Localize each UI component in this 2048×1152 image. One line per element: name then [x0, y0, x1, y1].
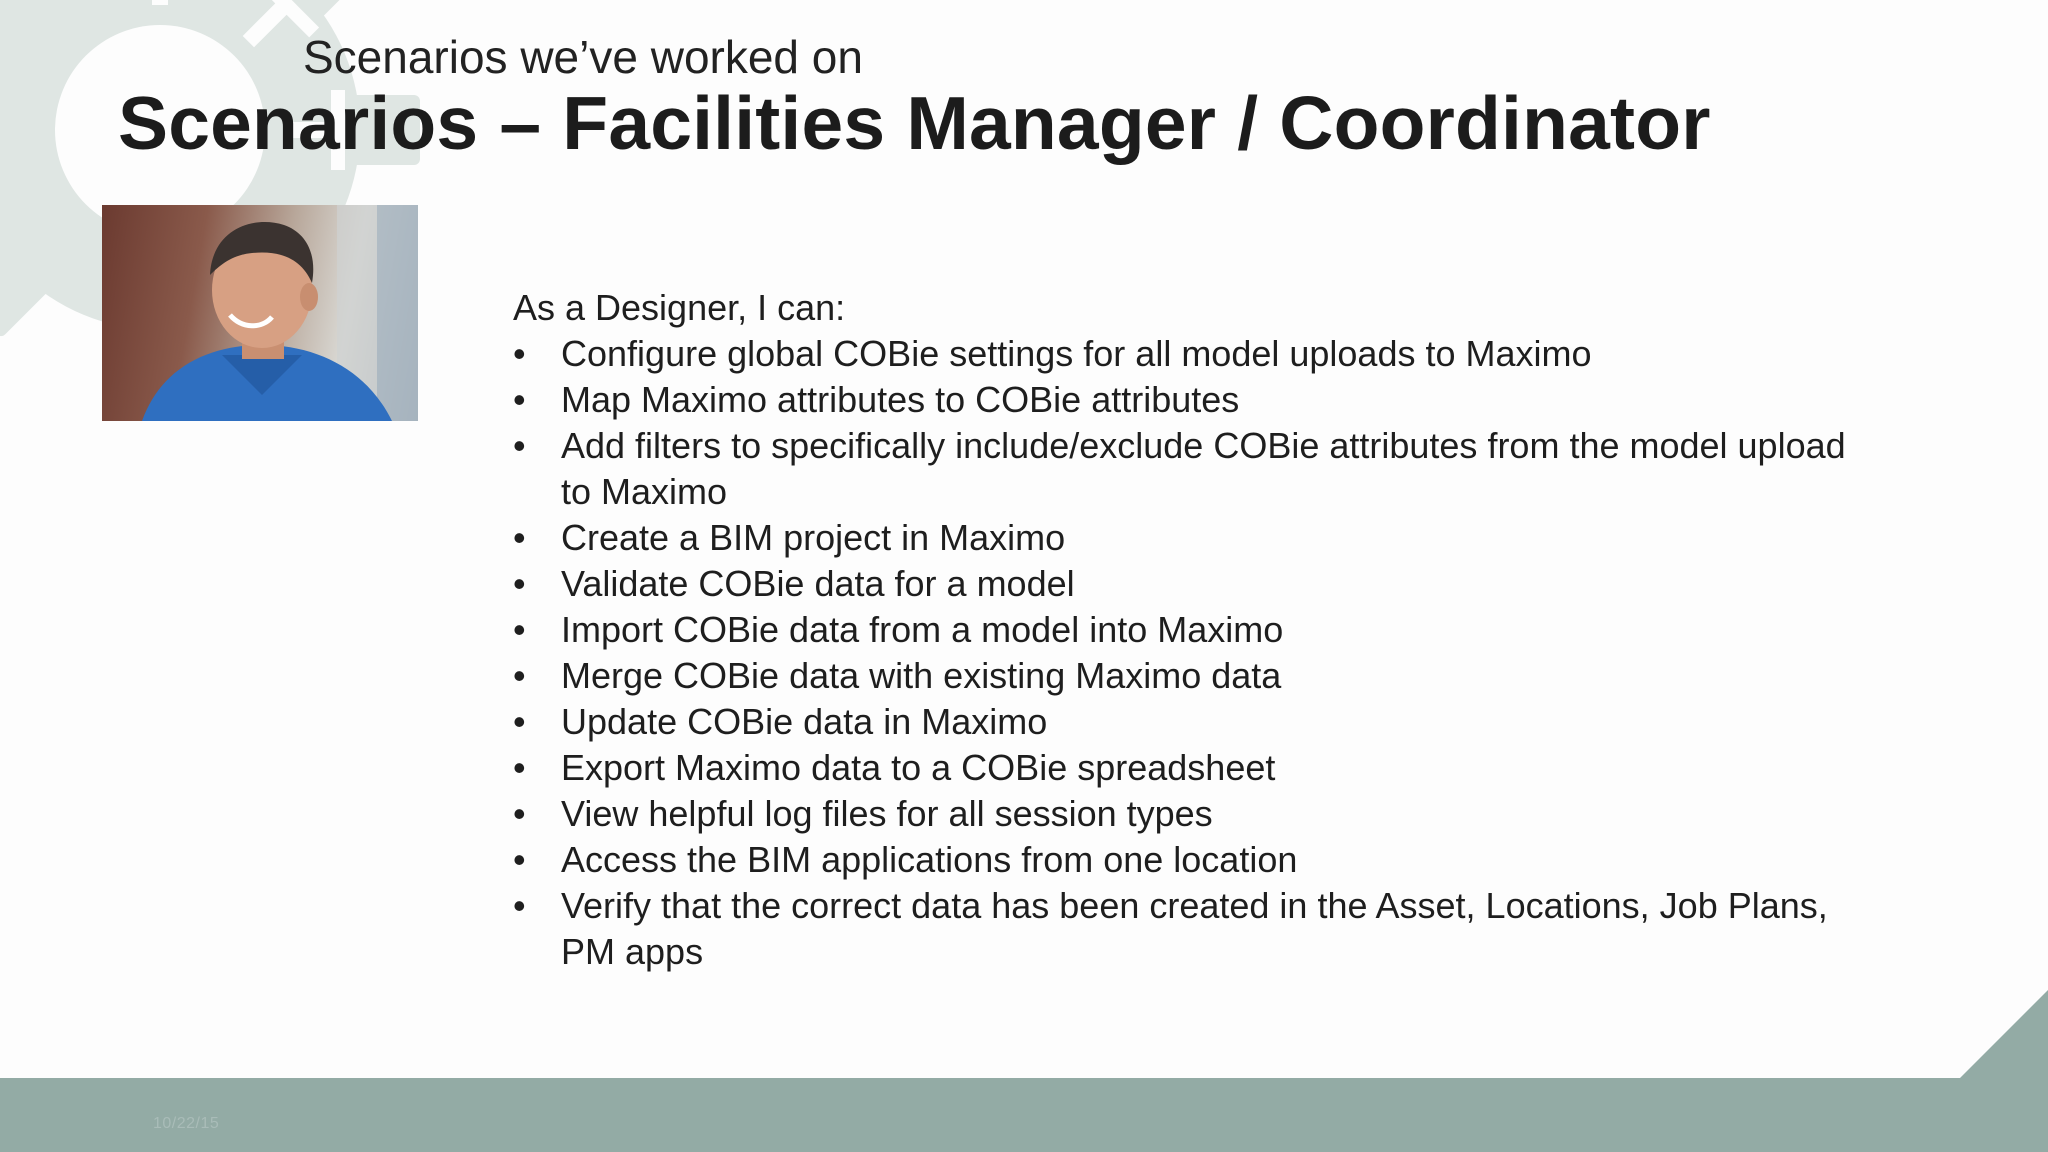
list-item: [513, 837, 1853, 883]
slide-content: [513, 285, 1853, 975]
list-item-text: Merge COBie data with existing Maximo data: [561, 655, 1282, 696]
bullet-glyph: •: [513, 333, 526, 374]
list-item: [513, 423, 1853, 515]
slide-supertitle: Scenarios we’ve worked on: [303, 31, 863, 83]
footer-band: [0, 1078, 2048, 1152]
list-item: [513, 699, 1853, 745]
list-item-text: Validate COBie data for a model: [561, 563, 1075, 604]
content-intro: As a Designer, I can:: [513, 287, 846, 328]
bullet-list: [513, 331, 1853, 975]
corner-decoration: [1960, 990, 2048, 1078]
list-item: [513, 745, 1853, 791]
footer-date: 10/22/15: [153, 1115, 220, 1132]
list-item-text: Verify that the correct data has been created in the Asset, Locations, Job Plans, PM apps: [561, 885, 1828, 972]
list-item-text: Configure global COBie settings for all model uploads to Maximo: [561, 333, 1592, 374]
list-item-text: Import COBie data from a model into Maximo: [561, 609, 1284, 650]
list-item: [513, 561, 1853, 607]
bullet-glyph: •: [513, 747, 526, 788]
bullet-glyph: •: [513, 701, 526, 742]
bullet-glyph: •: [513, 609, 526, 650]
list-item-text: Access the BIM applications from one location: [561, 839, 1298, 880]
list-item: [513, 791, 1853, 837]
list-item-text: Create a BIM project in Maximo: [561, 517, 1066, 558]
person-photo: [102, 205, 418, 421]
list-item: [513, 653, 1853, 699]
list-item: [513, 377, 1853, 423]
bullet-glyph: •: [513, 655, 526, 696]
person-photo-illustration: [102, 205, 418, 421]
bullet-glyph: •: [513, 793, 526, 834]
list-item: [513, 331, 1853, 377]
list-item-text: Map Maximo attributes to COBie attributes: [561, 379, 1240, 420]
list-item-text: View helpful log files for all session types: [561, 793, 1213, 834]
list-item-text: Export Maximo data to a COBie spreadsheet: [561, 747, 1276, 788]
bullet-glyph: •: [513, 425, 526, 466]
bullet-glyph: •: [513, 517, 526, 558]
list-item: [513, 883, 1853, 975]
bullet-glyph: •: [513, 379, 526, 420]
slide-title: Scenarios – Facilities Manager / Coordinator: [118, 81, 1711, 165]
list-item-text: Add filters to specifically include/exclude COBie attributes from the model upload to Maximo: [561, 425, 1846, 512]
list-item-text: Update COBie data in Maximo: [561, 701, 1048, 742]
list-item: [513, 515, 1853, 561]
list-item: [513, 607, 1853, 653]
bullet-glyph: •: [513, 839, 526, 880]
bullet-glyph: •: [513, 563, 526, 604]
bullet-glyph: •: [513, 885, 526, 926]
